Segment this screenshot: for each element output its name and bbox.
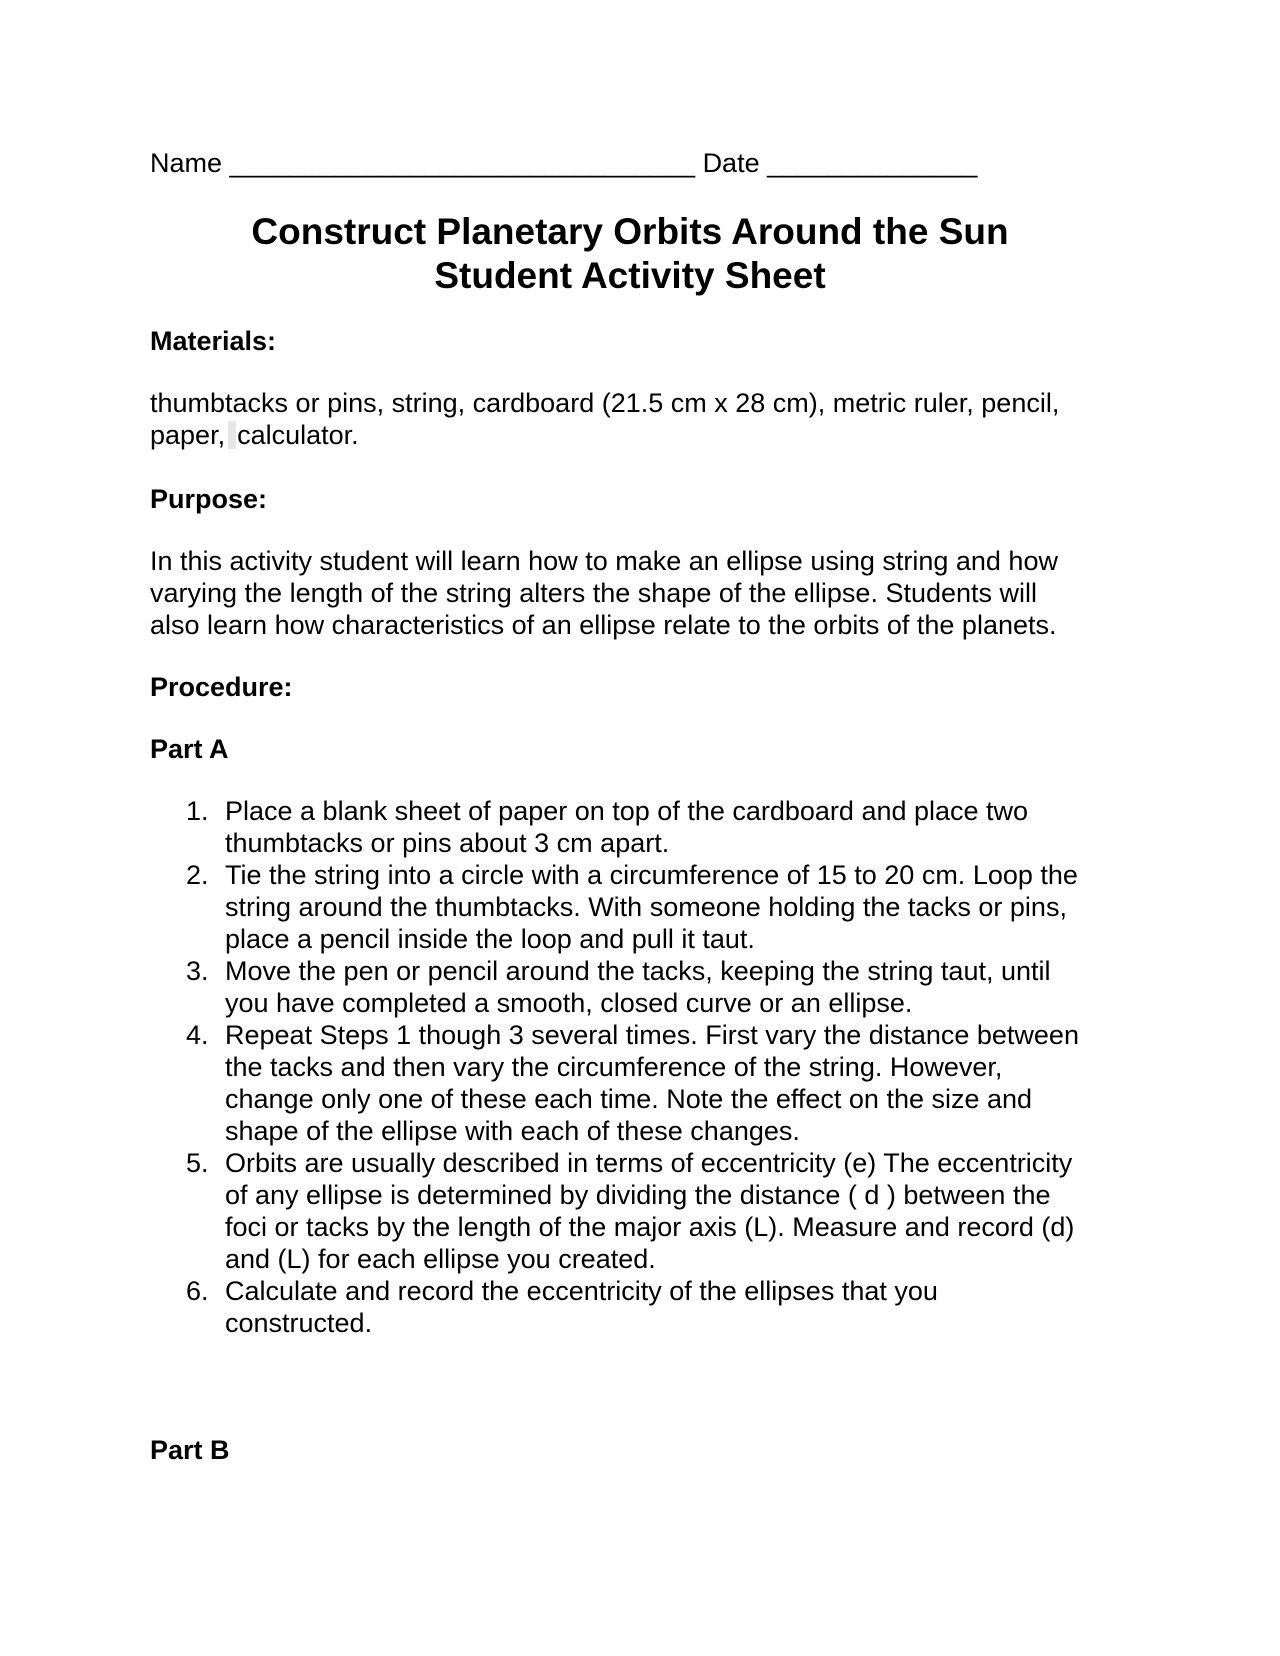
title-line-1: Construct Planetary Orbits Around the Sun	[251, 211, 1009, 252]
purpose-text	[150, 545, 1120, 641]
title-line-2: Student Activity Sheet	[434, 255, 826, 296]
document-title	[0, 210, 1260, 298]
part-a-heading: Part A	[150, 734, 229, 764]
part-b-heading: Part B	[150, 1435, 230, 1465]
list-item	[150, 1147, 1130, 1275]
step-line: string around the thumbtacks. With someone holding the tacks or pins,	[225, 892, 1067, 922]
step-line: the tacks and then vary the circumference of the string. However,	[225, 1052, 1003, 1082]
step-line: you have completed a smooth, closed curve or an ellipse.	[225, 988, 913, 1018]
name-blank: _______________________________	[229, 148, 696, 178]
step-line: Tie the string into a circle with a circumference of 15 to 20 cm. Loop the	[225, 860, 1078, 890]
list-item	[150, 795, 1130, 859]
step-line: Move the pen or pencil around the tacks, keeping the string taut, until	[225, 956, 1051, 986]
materials-line-2-start: paper,	[150, 420, 226, 450]
materials-text	[150, 387, 1120, 451]
purpose-line: also learn how characteristics of an ellipse relate to the orbits of the planets.	[150, 610, 1057, 640]
step-line: thumbtacks or pins about 3 cm apart.	[225, 828, 670, 858]
purpose-line: In this activity student will learn how to make an ellipse using string and how	[150, 546, 1058, 576]
procedure-steps-list	[150, 795, 1130, 1339]
step-line: of any ellipse is determined by dividing the distance ( d ) between the	[225, 1180, 1051, 1210]
step-line: and (L) for each ellipse you created.	[225, 1244, 656, 1274]
step-number: 4.	[186, 1020, 209, 1050]
step-number: 6.	[186, 1276, 209, 1306]
materials-line-2-end: calculator.	[237, 420, 359, 450]
step-line: Orbits are usually described in terms of eccentricity (e) The eccentricity	[225, 1148, 1073, 1178]
purpose-line: varying the length of the string alters the shape of the ellipse. Students will	[150, 578, 1038, 608]
step-number: 3.	[186, 956, 209, 986]
materials-line-2	[150, 419, 1120, 451]
purpose-heading: Purpose:	[150, 484, 268, 514]
step-line: Calculate and record the eccentricity of the ellipses that you	[225, 1276, 938, 1306]
date-label: Date	[702, 148, 760, 178]
step-line: change only one of these each time. Note the effect on the size and	[225, 1084, 1033, 1114]
step-line: shape of the ellipse with each of these changes.	[225, 1116, 800, 1146]
step-line: foci or tacks by the length of the major axis (L). Measure and record (d)	[225, 1212, 1075, 1242]
name-label: Name	[150, 148, 223, 178]
list-item	[150, 955, 1130, 1019]
text-cursor-highlight	[228, 421, 236, 449]
step-line: constructed.	[225, 1308, 373, 1338]
materials-heading: Materials:	[150, 326, 277, 356]
date-blank: ______________	[767, 148, 978, 178]
materials-line-1: thumbtacks or pins, string, cardboard (21.5 cm x 28 cm), metric ruler, pencil,	[150, 388, 1060, 418]
name-date-line	[150, 146, 977, 180]
step-number: 5.	[186, 1148, 209, 1178]
step-number: 1.	[186, 796, 209, 826]
step-number: 2.	[186, 860, 209, 890]
step-line: Repeat Steps 1 though 3 several times. First vary the distance between	[225, 1020, 1079, 1050]
procedure-heading: Procedure:	[150, 672, 293, 702]
step-line: place a pencil inside the loop and pull it taut.	[225, 924, 755, 954]
list-item	[150, 1275, 1130, 1339]
list-item	[150, 859, 1130, 955]
list-item	[150, 1019, 1130, 1147]
step-line: Place a blank sheet of paper on top of the cardboard and place two	[225, 796, 1029, 826]
